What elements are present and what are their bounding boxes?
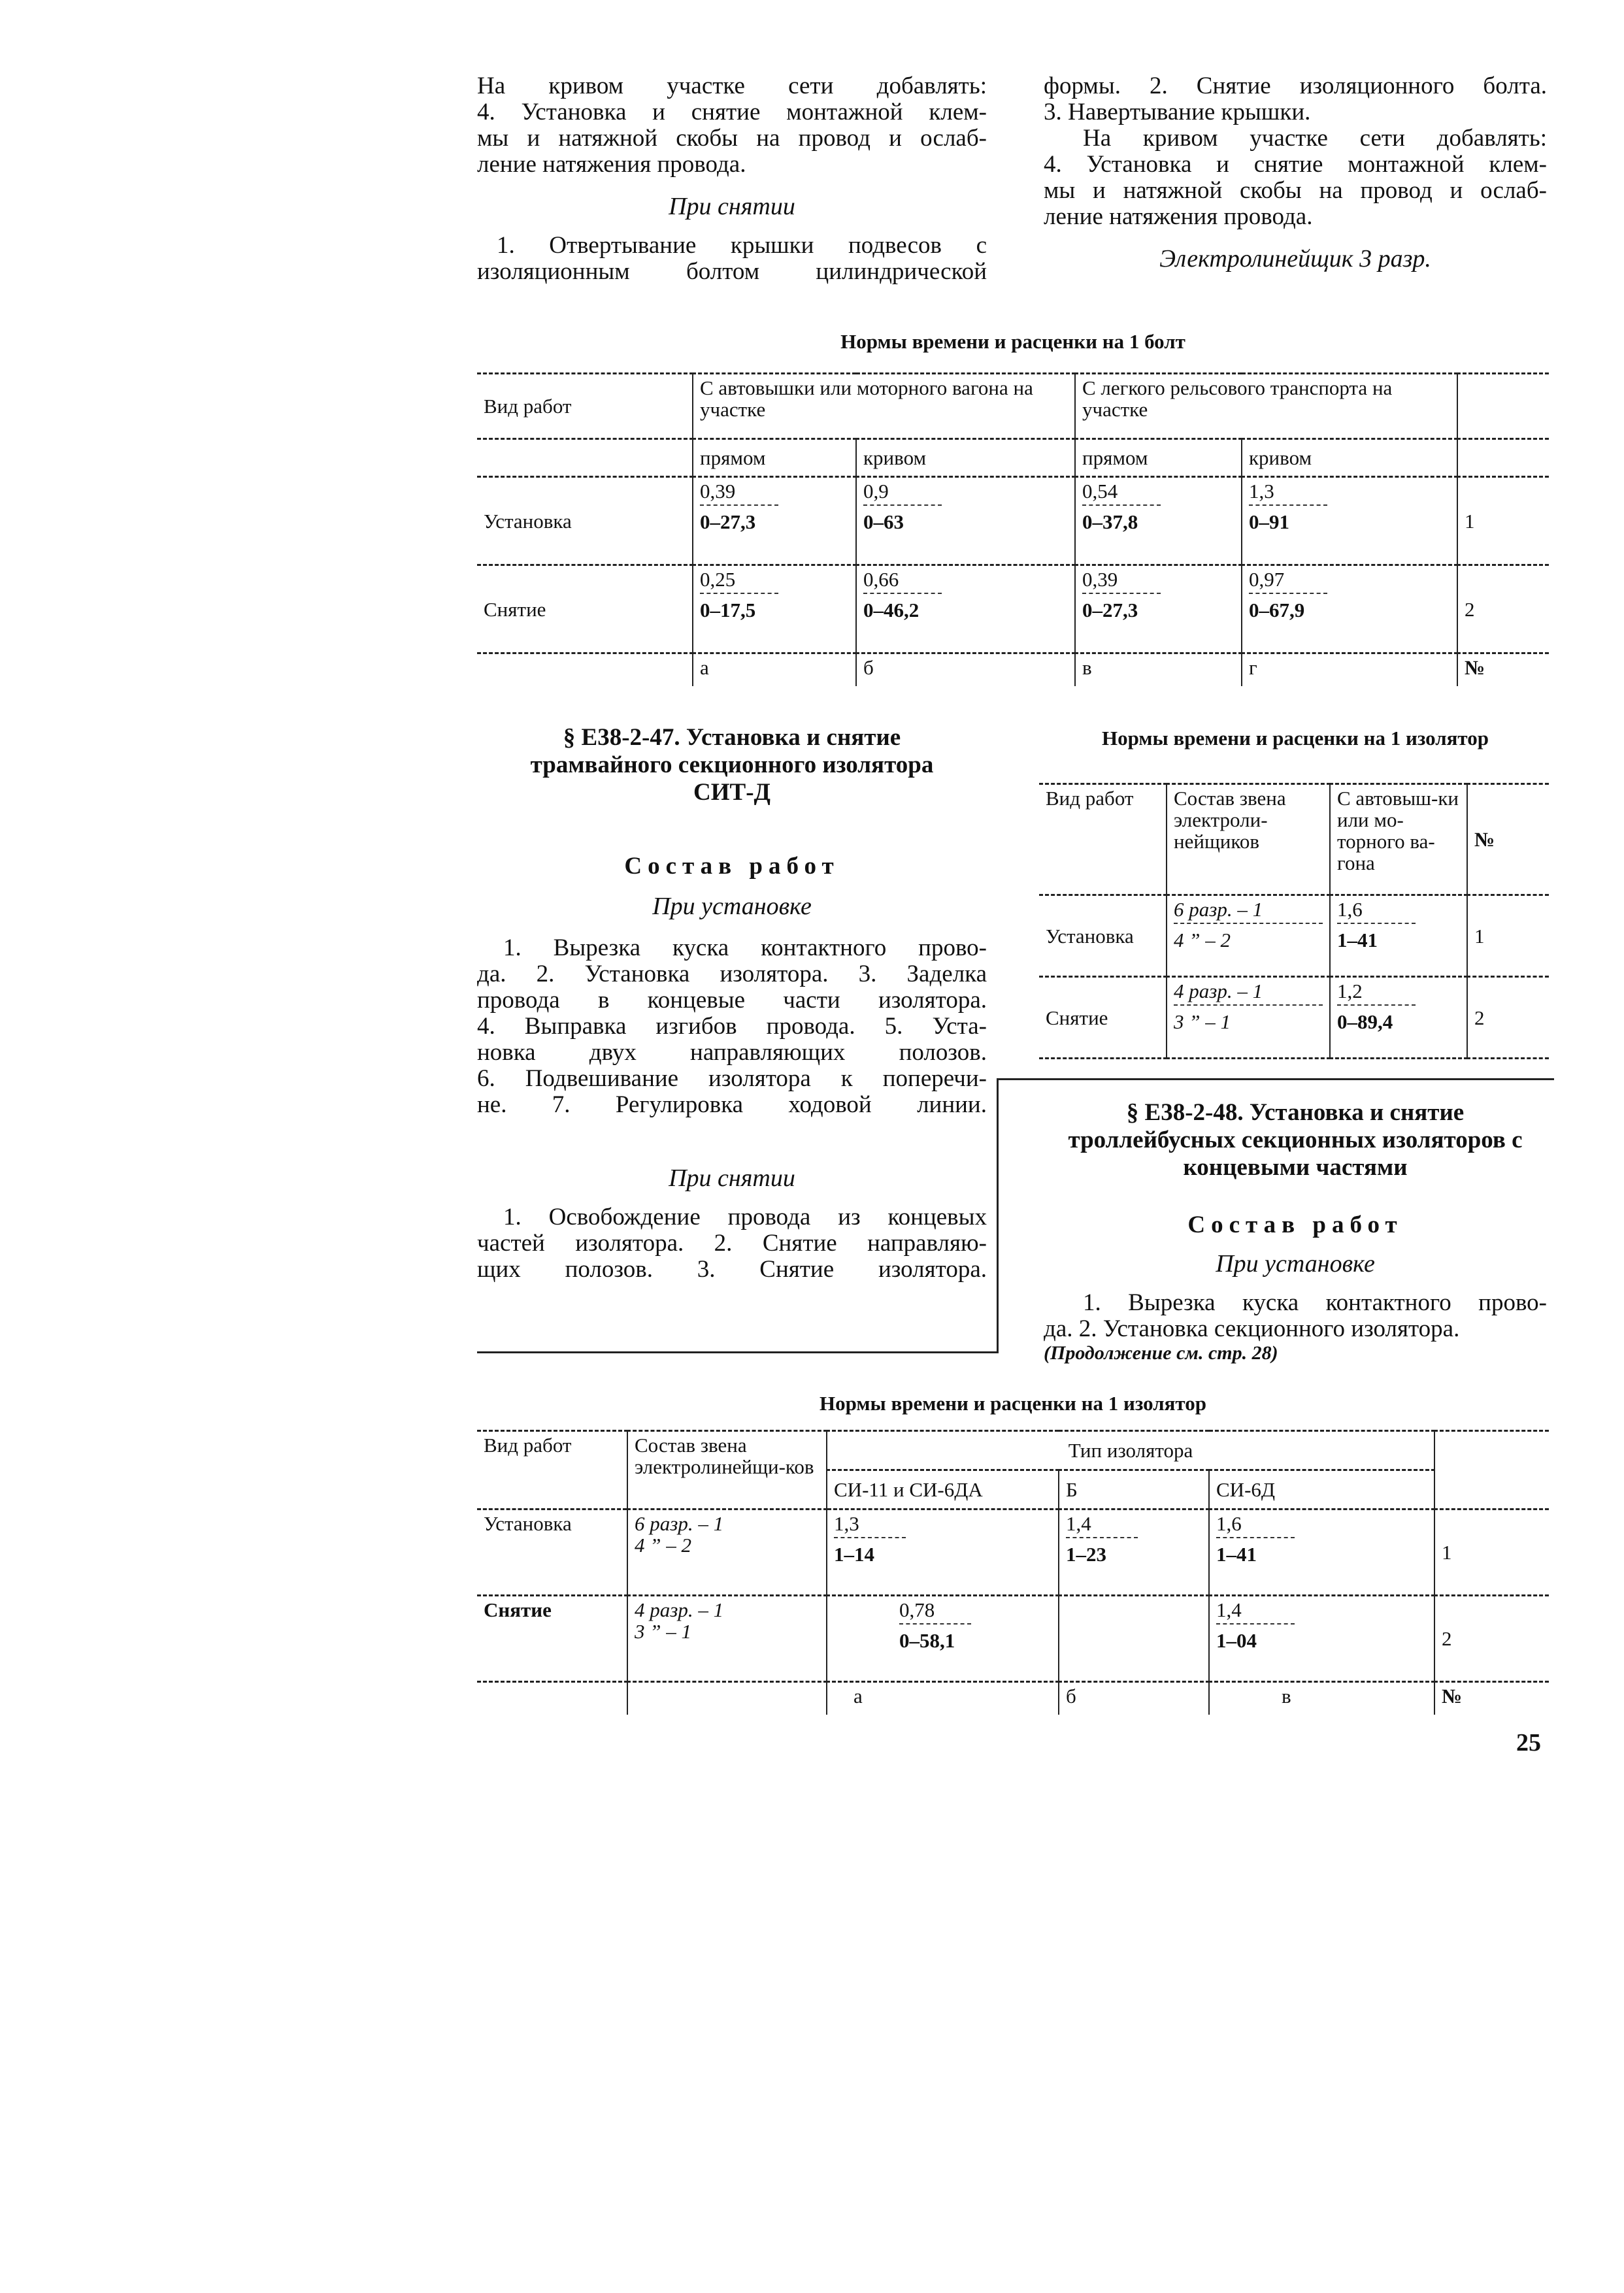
section-47-title: § Е38-2-47. Установка и снятие трамвайного секционного изолятора СИТ-Д xyxy=(530,724,934,806)
t1-cell: 0,39 0–27,3 xyxy=(1075,565,1242,653)
t1-cell: 0,25 0–17,5 xyxy=(693,565,856,653)
t2-sostav: 6 разр. – 1 4 ” – 2 xyxy=(1167,895,1330,977)
t2-row-name: Установка xyxy=(1046,924,1134,948)
t3-cell: 1,3 1–14 xyxy=(827,1509,1059,1596)
t3-cell xyxy=(1059,1596,1209,1682)
t3-cell: 1,6 1–41 xyxy=(1209,1509,1434,1596)
t3-row-number: 1 xyxy=(1434,1509,1549,1596)
t3-sostav: 6 разр. – 1 4 ” – 2 xyxy=(627,1509,827,1596)
t1-h-empty xyxy=(1457,374,1549,439)
t1-row-number: 2 xyxy=(1457,565,1549,653)
section-48-install-sub: При установке xyxy=(1216,1250,1375,1278)
t2-row-number: 1 xyxy=(1467,895,1549,977)
text-line: 1. Освобождение провода из концевых xyxy=(503,1204,987,1230)
subheading-removal: При снятии xyxy=(669,193,795,220)
t2-row-number: 2 xyxy=(1467,977,1549,1059)
table1-caption: Нормы времени и расценки на 1 болт xyxy=(840,330,1185,353)
t1-col-letter: г xyxy=(1242,653,1457,686)
text-line: да. 2. Установка секционного изолятора. xyxy=(1044,1315,1460,1342)
t3-h-type1: СИ-11 и СИ-6ДА xyxy=(827,1470,1059,1509)
t1-h-blank2 xyxy=(1457,439,1549,477)
t1-cell: 0,39 0–27,3 xyxy=(693,477,856,565)
t1-col-letter: а xyxy=(693,653,856,686)
t3-col-letter: а xyxy=(827,1682,1059,1715)
text-line: 6. Подвешивание изолятора к поперечи- xyxy=(477,1065,987,1092)
t1-h-auto: С автовышки или моторного вагона на участке xyxy=(693,374,1075,439)
t1-col-letter: в xyxy=(1075,653,1242,686)
text-line: 4. Установка и снятие монтажной клем- xyxy=(1044,151,1547,178)
text-line: мы и натяжной скобы на провод и ослаб- xyxy=(477,125,987,152)
t1-h-kriv-d: кривом xyxy=(1242,439,1457,477)
t3-h-empty xyxy=(1434,1431,1549,1509)
t2-row-name: Снятие xyxy=(1046,1006,1108,1029)
t3-cell: 1,4 1–04 xyxy=(1209,1596,1434,1682)
text-line: На кривом участке сети добавлять: xyxy=(477,73,987,99)
t3-col-letter: б xyxy=(1059,1682,1209,1715)
t1-cell: 0,66 0–46,2 xyxy=(856,565,1075,653)
t1-row-name: Установка xyxy=(484,509,572,533)
section-47 xyxy=(477,724,987,1283)
text-line: 1. Отвертывание крышки подвесов с xyxy=(497,232,987,259)
t1-row-name: Снятие xyxy=(484,597,546,621)
t3-h-type: Тип изолятора xyxy=(827,1431,1434,1470)
t1-cell: 0,54 0–37,8 xyxy=(1075,477,1242,565)
section-48-title: § Е38-2-48. Установка и снятие троллейбусных секционных изоляторов с концевыми частями xyxy=(1068,1099,1523,1181)
t1-h-pryam-c: прямом xyxy=(1075,439,1242,477)
t1-h-rail: С легкого рельсового транспорта на участке xyxy=(1075,374,1457,439)
text-line: 4. Выправка изгибов провода. 5. Уста- xyxy=(477,1013,987,1040)
text-line: ление натяжения провода. xyxy=(1044,203,1313,230)
table3-caption: Нормы времени и расценки на 1 изолятор xyxy=(820,1392,1206,1415)
t3-h-vid: Вид работ xyxy=(484,1434,572,1457)
t2-value: 1,6 1–41 xyxy=(1330,895,1467,977)
text-line: изоляционным болтом цилиндрической xyxy=(477,258,987,285)
table1 xyxy=(477,372,1549,686)
t3-cell: 0,78 0–58,1 xyxy=(827,1596,1059,1682)
t1-col-letter: б xyxy=(856,653,1075,686)
text-line: ление натяжения провода. xyxy=(477,151,746,178)
t1-no-label: № xyxy=(1457,653,1549,686)
section-47-install-sub: При установке xyxy=(652,893,812,920)
text-line: 3. Навертывание крышки. xyxy=(1044,99,1311,125)
section-47-remove-sub: При снятии xyxy=(669,1164,795,1192)
text-line: 1. Вырезка куска контактного прово- xyxy=(503,934,987,961)
t3-h-type2: Б xyxy=(1059,1470,1209,1509)
worker-grade: Электролинейщик 3 разр. xyxy=(1159,245,1431,272)
column-rule-vertical xyxy=(997,1078,999,1353)
t2-sostav: 4 разр. – 1 3 ” – 1 xyxy=(1167,977,1330,1059)
section-48 xyxy=(1044,1099,1547,1364)
text-line: 1. Вырезка куска контактного прово- xyxy=(1083,1289,1547,1316)
section-47-sostav: Состав работ xyxy=(624,853,840,880)
table3 xyxy=(477,1430,1549,1715)
text-line: На кривом участке сети добавлять: xyxy=(1083,125,1547,152)
table2 xyxy=(1039,783,1549,1059)
t3-row-name: Снятие xyxy=(484,1598,552,1621)
t3-row-name: Установка xyxy=(484,1512,572,1535)
page-number: 25 xyxy=(1516,1729,1541,1757)
t3-sostav: 4 разр. – 1 3 ” – 1 xyxy=(627,1596,827,1682)
text-line: частей изолятора. 2. Снятие направляю- xyxy=(477,1230,987,1257)
t1-h-vid: Вид работ xyxy=(484,395,572,418)
t2-h-sostav: Состав звена электроли-нейщиков xyxy=(1167,784,1330,895)
t3-h-type3: СИ-6Д xyxy=(1209,1470,1434,1509)
t1-cell: 0,9 0–63 xyxy=(856,477,1075,565)
t1-cell: 1,3 0–91 xyxy=(1242,477,1457,565)
text-line: провода в концевые части изолятора. xyxy=(477,987,987,1014)
t3-h-sostav: Состав звена электролинейщи-ков xyxy=(627,1431,827,1509)
t2-h-no: № xyxy=(1467,784,1549,895)
top-right-block xyxy=(1044,73,1547,273)
text-line: 4. Установка и снятие монтажной клем- xyxy=(477,99,987,125)
t1-h-kriv-b: кривом xyxy=(856,439,1075,477)
column-rule-bottom xyxy=(477,1351,999,1353)
table2-caption: Нормы времени и расценки на 1 изолятор xyxy=(1102,727,1489,750)
t2-h-vid: Вид работ xyxy=(1046,787,1134,810)
column-rule-top xyxy=(999,1078,1554,1080)
text-line: не. 7. Регулировка ходовой линии. xyxy=(477,1091,987,1118)
t1-h-pryam-a: прямом xyxy=(693,439,856,477)
t2-h-auto: С автовыш-ки или мо-торного ва-гона xyxy=(1330,784,1467,895)
text-line: да. 2. Установка изолятора. 3. Заделка xyxy=(477,961,987,987)
t3-no-label: № xyxy=(1434,1682,1549,1715)
continuation-note: (Продолжение см. стр. 28) xyxy=(1044,1342,1278,1364)
t2-value: 1,2 0–89,4 xyxy=(1330,977,1467,1059)
t3-foot-blank xyxy=(477,1682,627,1715)
text-line: щих полозов. 3. Снятие изолятора. xyxy=(477,1256,987,1283)
text-line: новка двух направляющих полозов. xyxy=(477,1039,987,1066)
t3-cell: 1,4 1–23 xyxy=(1059,1509,1209,1596)
t1-foot-blank xyxy=(477,653,693,686)
t1-h-blank xyxy=(477,439,693,477)
text-line: мы и натяжной скобы на провод и ослаб- xyxy=(1044,177,1547,204)
section-48-sostav: Состав работ xyxy=(1187,1212,1403,1238)
t1-cell: 0,97 0–67,9 xyxy=(1242,565,1457,653)
t1-row-number: 1 xyxy=(1457,477,1549,565)
text-line: формы. 2. Снятие изоляционного болта. xyxy=(1044,73,1547,99)
t3-row-number: 2 xyxy=(1434,1596,1549,1682)
t3-foot-blank2 xyxy=(627,1682,827,1715)
t3-col-letter: в xyxy=(1209,1682,1434,1715)
top-left-block xyxy=(477,73,987,285)
